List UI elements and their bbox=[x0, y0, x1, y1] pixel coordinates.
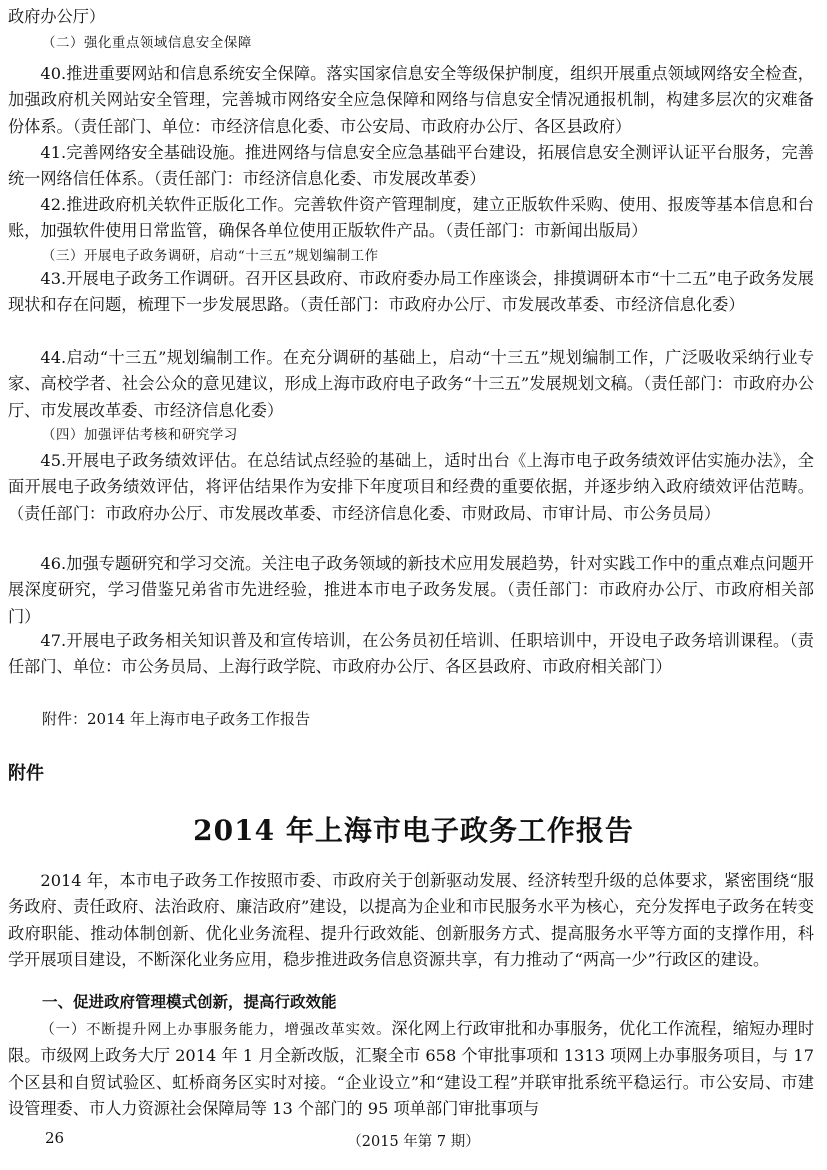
item-44: 44.启动“十三五”规划编制工作。在充分调研的基础上，启动“十三五”规划编制工作，广泛吸收采纳行业专家、高校学者、社会公众的意见建议，形成上海市政府电子政务“十三五”发展规划文稿。（责任部门：市政府办公厅、市发展改革委、市经济信息化委） bbox=[8, 348, 814, 420]
issue-label: （2015 年第 7 期） bbox=[347, 1134, 480, 1150]
annex-label: 附件 bbox=[8, 763, 44, 784]
item-46: 46.加强专题研究和学习交流。关注电子政务领域的新技术应用发展趋势，针对实践工作中的重点难点问题开展深度研究，学习借鉴兄弟省市先进经验，推进本市电子政务发展。（责任部门：市政府办公厅、市政府相关部门） bbox=[8, 554, 814, 626]
attachment-note: 附件：2014 年上海市电子政务工作报告 bbox=[42, 710, 310, 728]
subsection-heading-3: （三）开展电子政务调研，启动“十三五”规划编制工作 bbox=[42, 249, 379, 264]
item-45: 45.开展电子政务绩效评估。在总结试点经验的基础上，适时出台《上海市电子政务绩效评估实施办法》，全面开展电子政务绩效评估，将评估结果作为安排下年度项目和经费的重要依据，并逐步纳入政府绩效评估范畴。（责任部门：市政府办公厅、市发展改革委、市经济信息化委、市财政局、市审计局、市公务员局） bbox=[8, 451, 814, 523]
item-47: 47.开展电子政务相关知识普及和宣传培训，在公务员初任培训、任职培训中，开设电子政务培训课程。（责任部门、单位：市公务员局、上海行政学院、市政府办公厅、各区县政府、市政府相关部门） bbox=[8, 631, 814, 677]
section-heading-1: 一、促进政府管理模式创新，提高行政效能 bbox=[42, 993, 337, 1011]
section-1-paragraph bbox=[8, 1016, 814, 1122]
report-title: 2014 年上海市电子政务工作报告 bbox=[193, 814, 634, 847]
subsection-inline-heading: （一）不断提升网上办事服务能力，增强改革实效。 bbox=[40, 1022, 392, 1038]
subsection-heading-4: （四）加强评估考核和研究学习 bbox=[42, 428, 238, 443]
item-40: 40.推进重要网站和信息系统安全保障。落实国家信息安全等级保护制度，组织开展重点领域网络安全检查，加强政府机关网站安全管理，完善城市网络安全应急保障和网络与信息安全情况通报机制，构建多层次的灾难备份体系。（责任部门、单位：市经济信息化委、市公安局、市政府办公厅、各区县政府） bbox=[8, 64, 814, 136]
item-41: 41.完善网络安全基础设施。推进网络与信息安全应急基础平台建设，拓展信息安全测评认证平台服务，完善统一网络信任体系。（责任部门：市经济信息化委、市发展改革委） bbox=[8, 143, 814, 189]
item-42: 42.推进政府机关软件正版化工作。完善软件资产管理制度，建立正版软件采购、使用、报废等基本信息和台账，加强软件使用日常监管，确保各单位使用正版软件产品。（责任部门：市新闻出版局） bbox=[8, 195, 814, 241]
item-43: 43.开展电子政务工作调研。召开区县政府、市政府委办局工作座谈会，排摸调研本市“十二五”电子政务发展现状和存在问题，梳理下一步发展思路。（责任部门：市政府办公厅、市发展改革委、市经济信息化委） bbox=[8, 269, 814, 315]
report-intro: 2014 年，本市电子政务工作按照市委、市政府关于创新驱动发展、经济转型升级的总体要求，紧密围绕“服务政府、责任政府、法治政府、廉洁政府”建设，以提高为企业和市民服务水平为核心，充分发挥电子政务在转变政府职能、推动体制创新、优化业务流程、提升行政效能、创新服务方式、提高服务水平等方面的支撑作用，科学开展项目建设，不断深化业务应用，稳步推进政务信息资源共享，有力推动了“两高一少”行政区的建设。 bbox=[8, 871, 814, 969]
continued-text: 政府办公厅） bbox=[8, 7, 106, 26]
section-1-body: 深化网上行政审批和办事服务，优化工作流程，缩短办理时限。市级网上政务大厅 2014 年 1 月全新改版，汇聚全市 658 个审批事项和 1313 项网上办事服务项目，与 17 个区县和自贸试验区、虹桥商务区实时对接。“企业设立”和“建设工程”并联审批系统平稳运行。市公安局、市建设管理委、市人力资源社会保障局等 13 个部门的 95 项单部门审批事项与 bbox=[8, 1019, 815, 1118]
subsection-heading-2: （二）强化重点领域信息安全保障 bbox=[42, 36, 252, 51]
page-number: 26 bbox=[45, 1129, 65, 1147]
